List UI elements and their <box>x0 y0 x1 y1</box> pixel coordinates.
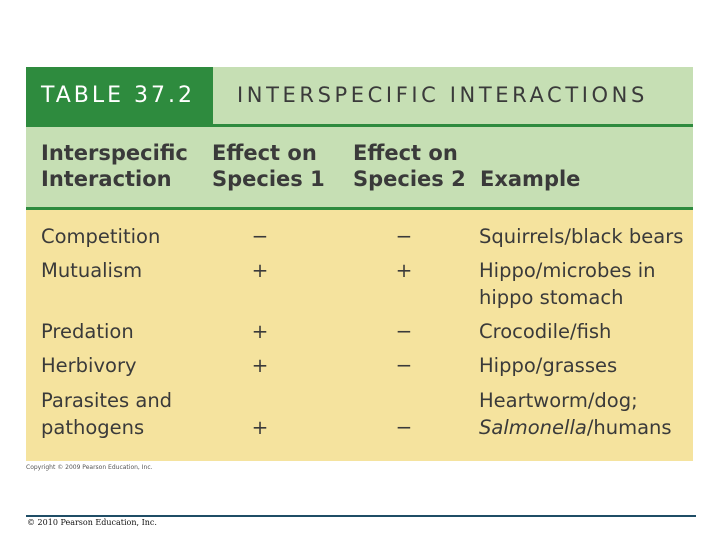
row-effect-species-2: − <box>395 224 413 248</box>
table-title: INTERSPECIFIC INTERACTIONS <box>237 83 648 107</box>
table-title-bar <box>26 67 693 124</box>
row-interaction: Herbivory <box>41 354 137 377</box>
row-interaction: Predation <box>41 320 134 343</box>
row-effect-species-2: − <box>395 415 413 439</box>
row-example: Heartworm/dog; Salmonella/humans <box>479 389 672 439</box>
row-interaction: Parasites and pathogens <box>41 389 173 439</box>
row-example: Hippo/microbes in hippo stomach <box>479 259 656 309</box>
row-effect-species-2: − <box>395 319 413 343</box>
footer-rule <box>26 515 696 517</box>
interactions-table <box>26 67 693 471</box>
row-effect-species-1: + <box>251 258 269 282</box>
row-example: Crocodile/fish <box>479 320 612 343</box>
row-interaction: Mutualism <box>41 259 143 282</box>
column-header-row <box>26 127 693 207</box>
table-number: TABLE 37.2 <box>26 67 213 124</box>
row-interaction: Competition <box>41 225 161 248</box>
slide-footer: © 2010 Pearson Education, Inc. <box>27 518 157 527</box>
row-effect-species-2: + <box>395 258 413 282</box>
col-header-example: Example <box>480 167 581 191</box>
row-example: Squirrels/black bears <box>479 225 684 248</box>
row-effect-species-1: + <box>251 353 269 377</box>
row-example: Hippo/grasses <box>479 354 618 377</box>
body-divider <box>26 207 693 210</box>
row-effect-species-1: + <box>251 415 269 439</box>
col-header-effect-species-1: Effect on Species 1 <box>212 141 325 191</box>
row-effect-species-2: − <box>395 353 413 377</box>
col-header-interaction: Interspecific Interaction <box>41 141 188 191</box>
col-header-effect-species-2: Effect on Species 2 <box>353 141 466 191</box>
table-copyright: Copyright © 2009 Pearson Education, Inc. <box>26 464 153 471</box>
row-effect-species-1: + <box>251 319 269 343</box>
row-effect-species-1: − <box>251 224 269 248</box>
